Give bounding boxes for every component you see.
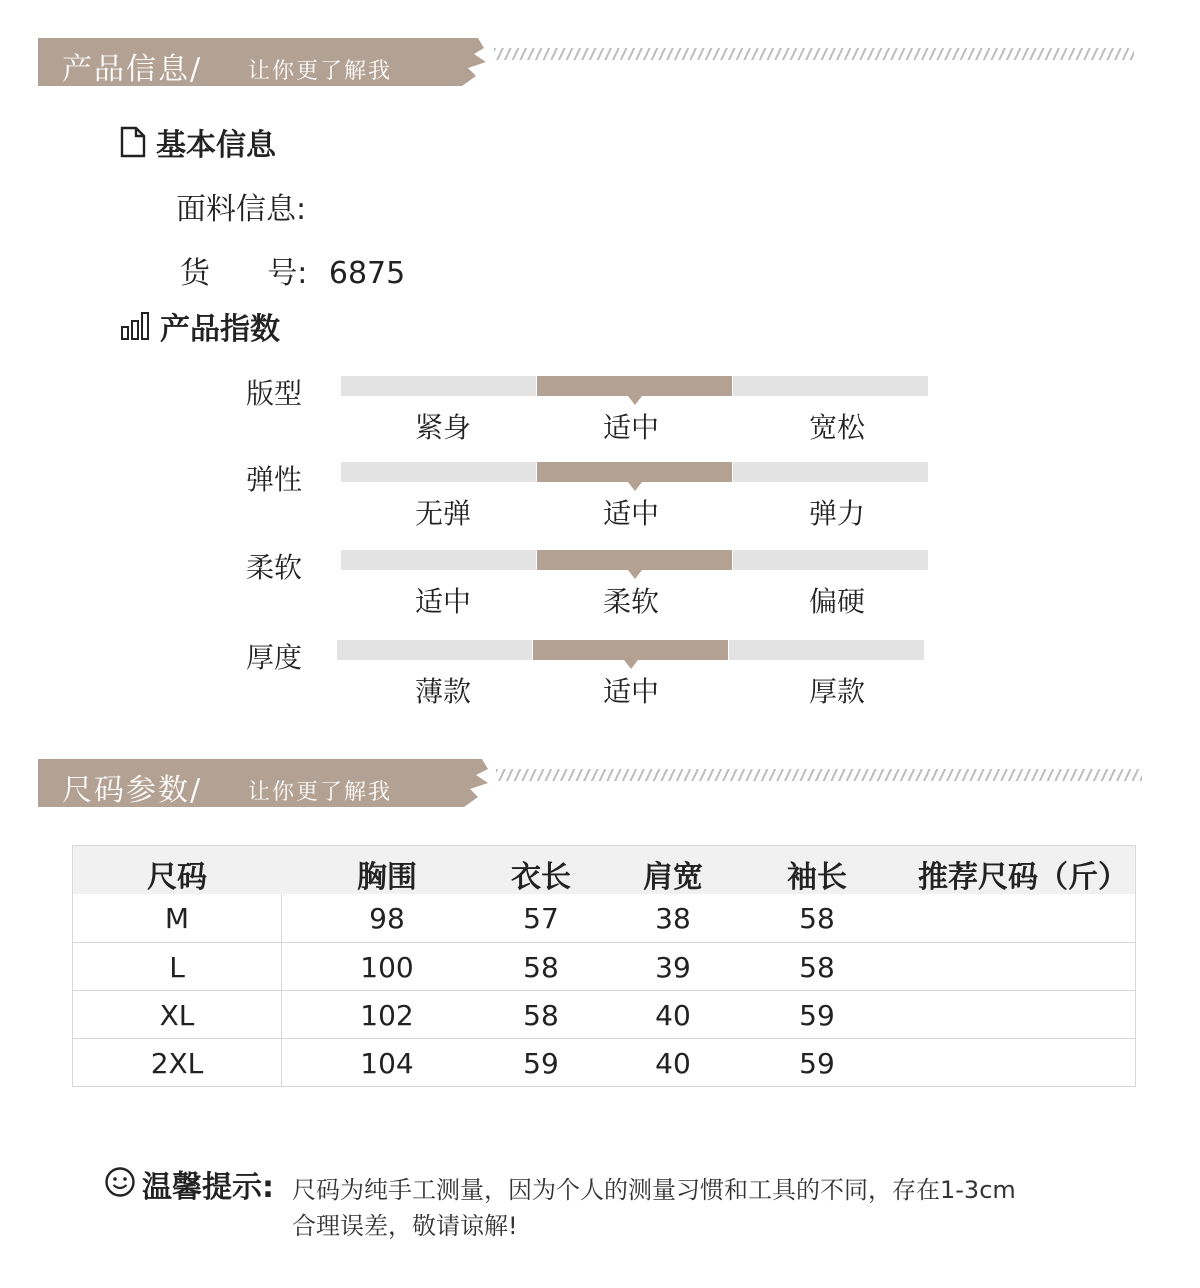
table-row: [73, 942, 1135, 991]
table-header-cell: 衣长: [511, 860, 571, 895]
index-bar-selected: [537, 376, 732, 396]
banner-title: 尺码参数/: [62, 773, 203, 808]
banner-hatch-line: [494, 48, 1134, 60]
table-cell: 102: [360, 999, 414, 1032]
index-bar-segment: [341, 376, 536, 396]
basic-info-title: 基本信息: [156, 128, 276, 163]
index-option: 紧身: [414, 411, 471, 444]
banner-subtitle: 让你更了解我: [248, 780, 393, 805]
index-bar-selected: [537, 550, 732, 570]
table-row: [73, 894, 1135, 942]
index-bar-segment: [729, 640, 924, 660]
product-index-title: 产品指数: [160, 312, 280, 347]
section-banner-size: [38, 759, 488, 807]
index-option: 偏硬: [808, 585, 865, 618]
index-option: 无弹: [414, 497, 471, 530]
table-cell: 38: [655, 902, 691, 935]
index-bar-segment: [341, 550, 536, 570]
index-bar-segment: [337, 640, 532, 660]
index-row-label: 柔软: [246, 551, 303, 584]
index-option: 弹力: [808, 497, 865, 530]
banner-title: 产品信息/: [62, 52, 203, 87]
banner-hatch-line: [496, 769, 1142, 781]
index-option: 厚款: [808, 675, 865, 708]
table-cell: 59: [799, 999, 835, 1032]
tip-line-2: 合理误差，敬请谅解!: [292, 1212, 518, 1240]
document-icon: [120, 126, 146, 158]
table-cell: 59: [523, 1047, 559, 1080]
index-bar-segment: [341, 462, 536, 482]
index-indicator-arrow: [628, 396, 642, 405]
table-header-cell: 尺码: [147, 860, 207, 895]
section-banner-product-info: [38, 38, 486, 86]
index-bar-segment: [733, 550, 928, 570]
table-cell: 104: [360, 1047, 414, 1080]
table-header-row: [73, 846, 1135, 894]
table-cell: 39: [655, 951, 691, 984]
item-number-row: [180, 248, 405, 292]
bar-chart-icon: [120, 311, 150, 341]
table-cell: 58: [799, 902, 835, 935]
index-indicator-arrow: [624, 660, 638, 669]
table-cell: XL: [159, 999, 195, 1032]
index-option: 适中: [602, 497, 659, 530]
table-cell: 40: [655, 1047, 691, 1080]
index-bar-segment: [733, 376, 928, 396]
index-indicator-arrow: [628, 570, 642, 579]
index-option: 适中: [414, 585, 471, 618]
index-option: 薄款: [414, 675, 471, 708]
table-cell: 58: [523, 999, 559, 1032]
table-cell: 100: [360, 951, 414, 984]
index-indicator-arrow: [628, 482, 642, 491]
item-number-value: 6875: [328, 256, 406, 291]
fabric-info-row: [176, 184, 328, 228]
table-header-cell: 胸围: [357, 860, 417, 895]
table-cell: L: [169, 951, 185, 984]
smiley-icon: [104, 1166, 136, 1198]
table-header-cell: 推荐尺码（斤）: [918, 860, 1128, 895]
table-header-cell: 肩宽: [643, 860, 703, 895]
table-cell: 98: [369, 902, 405, 935]
index-option: 适中: [602, 675, 659, 708]
table-cell: 40: [655, 999, 691, 1032]
table-header-cell: 袖长: [787, 860, 847, 895]
index-option: 柔软: [602, 585, 659, 618]
index-row-label: 弹性: [246, 463, 303, 496]
table-row: [73, 990, 1135, 1039]
index-row-label: 厚度: [246, 641, 303, 674]
table-cell: 59: [799, 1047, 835, 1080]
item-number-label: 货 号:: [180, 256, 308, 291]
size-table: [72, 845, 1136, 1087]
product-index-heading: [120, 304, 280, 348]
banner-subtitle: 让你更了解我: [248, 59, 393, 84]
table-row: [73, 1038, 1135, 1087]
index-option: 宽松: [808, 411, 865, 444]
table-cell: 58: [523, 951, 559, 984]
tip-title: 温馨提示:: [142, 1170, 274, 1205]
index-row-label: 版型: [246, 377, 303, 410]
index-bar-selected: [533, 640, 728, 660]
table-cell: 58: [799, 951, 835, 984]
basic-info-heading: [120, 120, 276, 164]
table-cell: M: [164, 902, 190, 935]
table-cell: 2XL: [150, 1047, 204, 1080]
fabric-label: 面料信息:: [176, 192, 307, 227]
index-bar-segment: [733, 462, 928, 482]
index-bar-selected: [537, 462, 732, 482]
index-option: 适中: [602, 411, 659, 444]
warm-tip: [104, 1162, 274, 1206]
tip-line-1: 尺码为纯手工测量，因为个人的测量习惯和工具的不同，存在1-3cm: [292, 1176, 1016, 1204]
table-cell: 57: [523, 902, 559, 935]
